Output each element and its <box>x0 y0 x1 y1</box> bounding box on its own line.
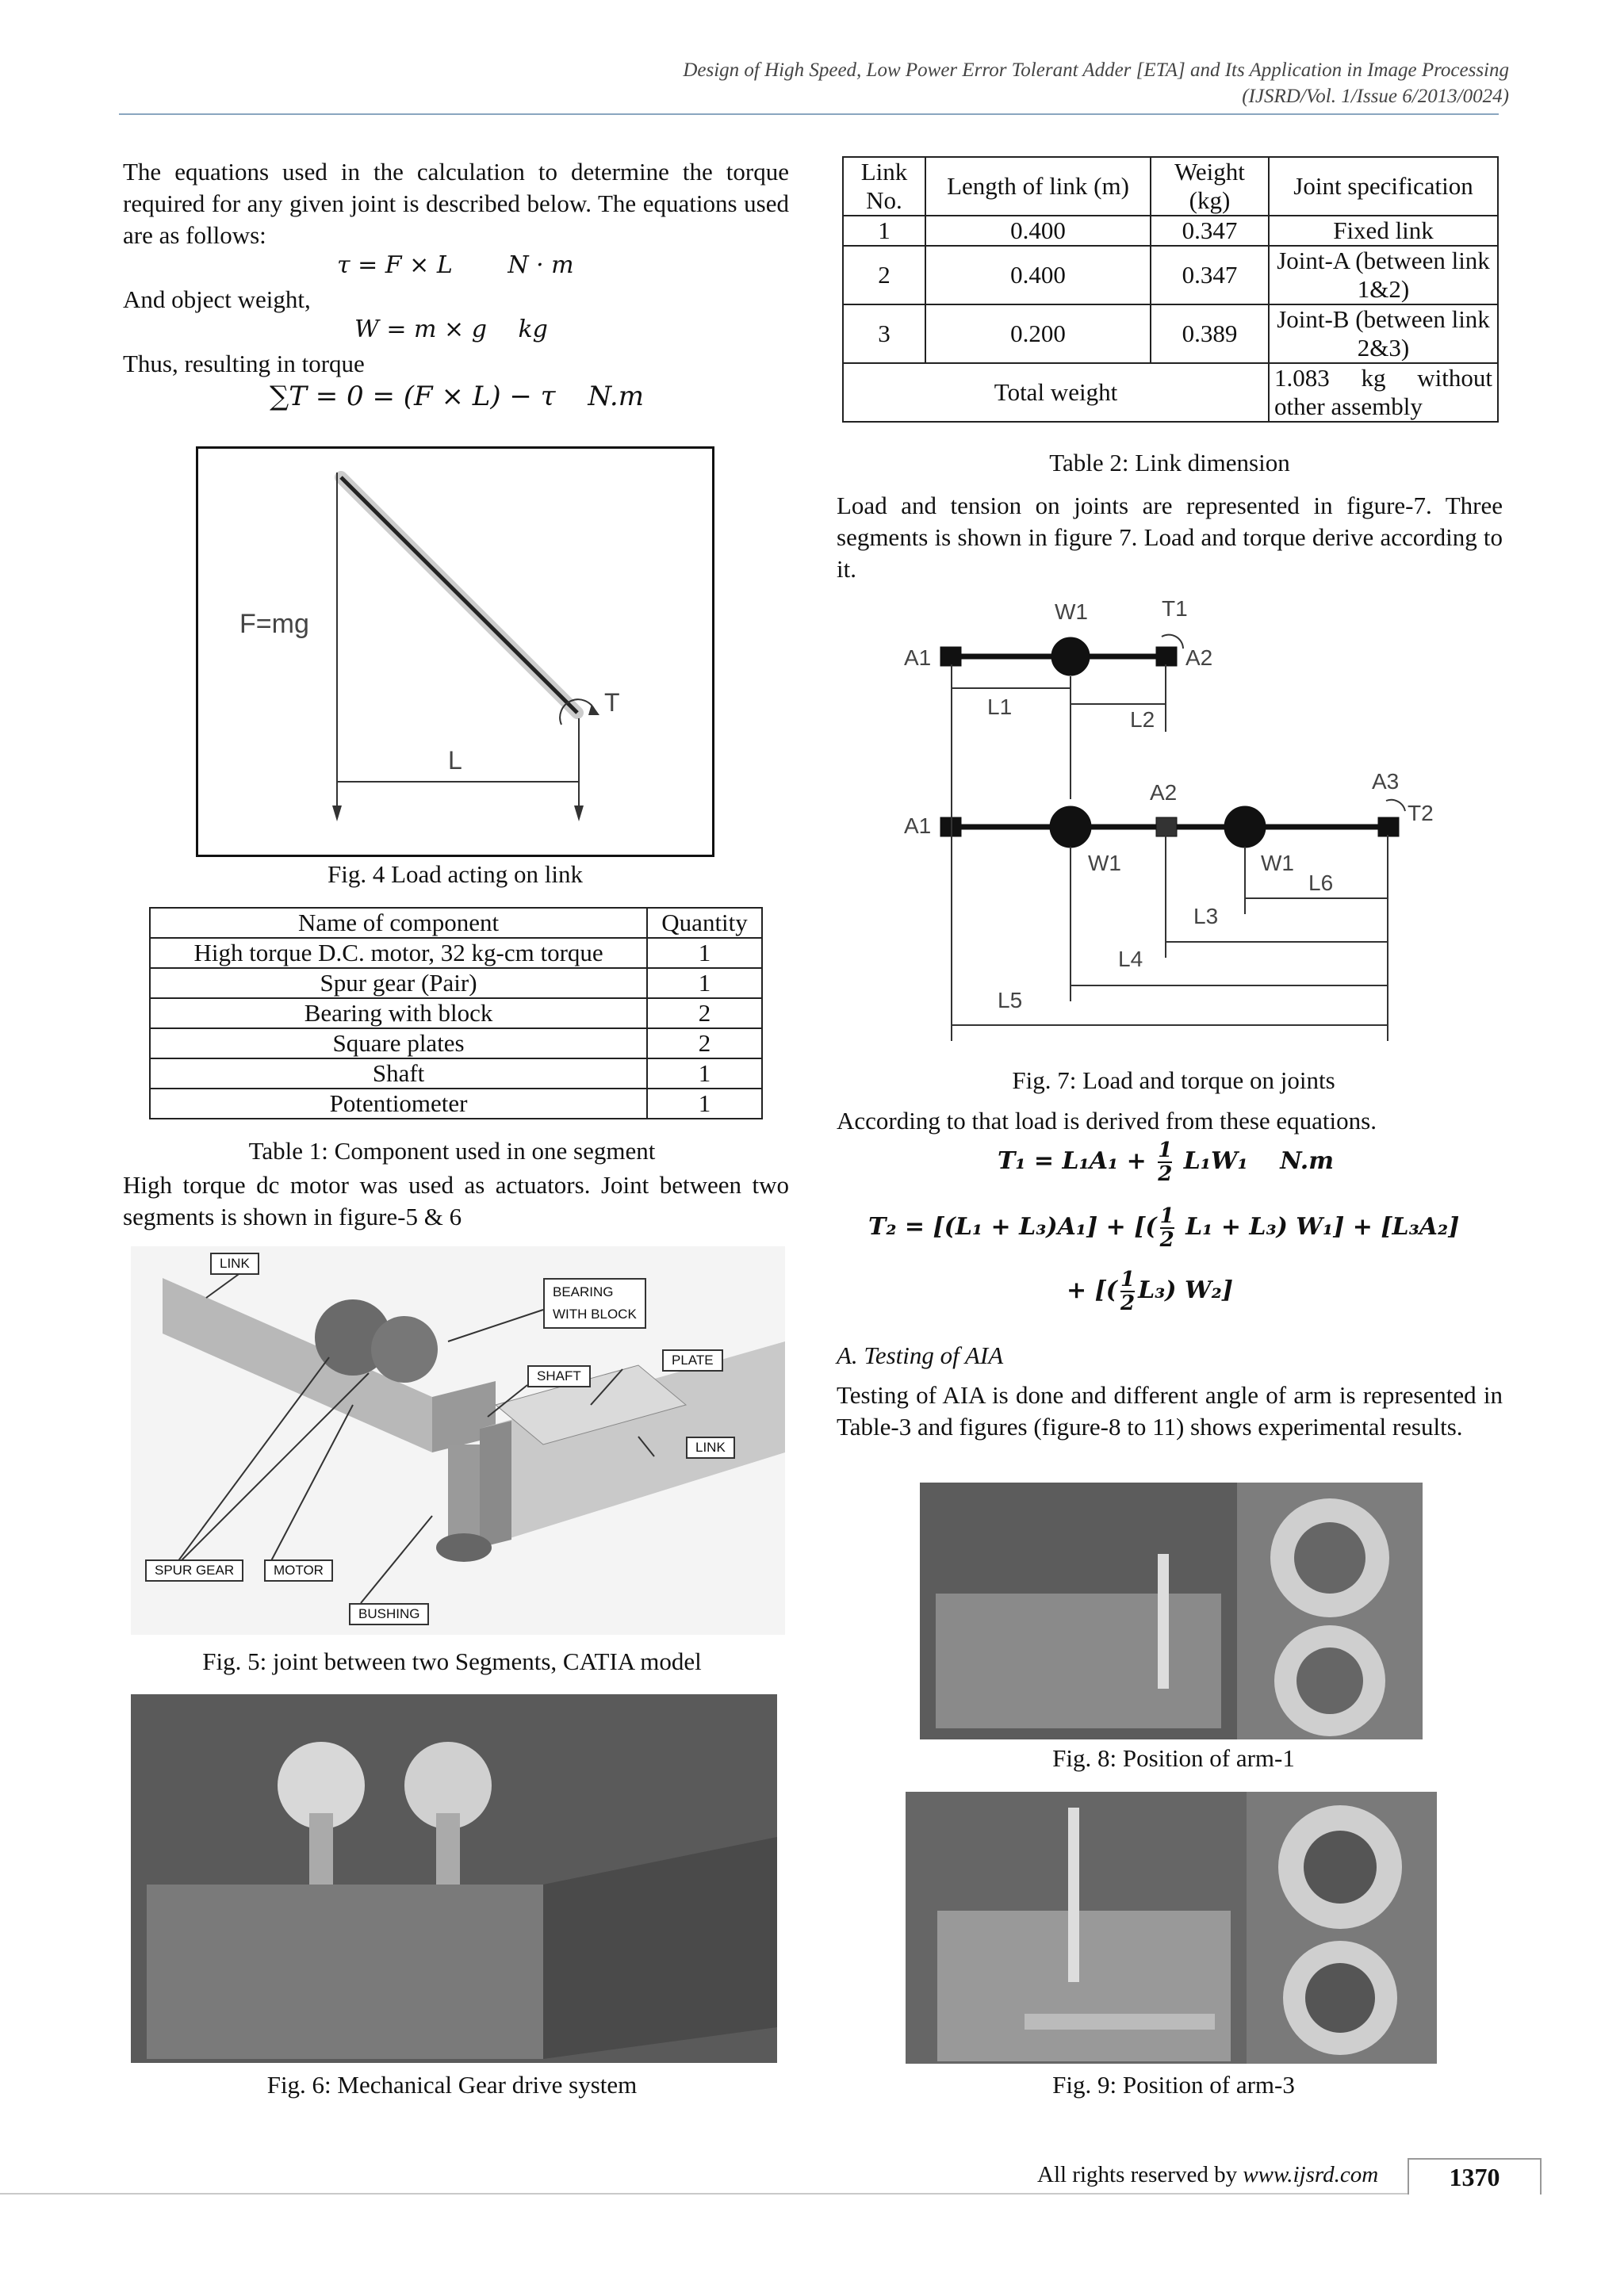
eq2-unit: kg <box>518 316 548 343</box>
table-cell: 2 <box>647 1028 762 1058</box>
fraction-half <box>1120 1269 1135 1314</box>
table-cell: Potentiometer <box>150 1089 647 1119</box>
table-row <box>150 1028 762 1058</box>
table-row <box>150 938 762 968</box>
weight-text: And object weight, <box>123 285 311 313</box>
eq1-text: τ = F × L <box>337 251 453 279</box>
eq3-text: ∑T = 0 = (F × L) − τ <box>270 381 556 412</box>
label-spur-gear: SPUR GEAR <box>145 1559 243 1582</box>
eq3-unit: N.m <box>588 381 644 412</box>
table-total-label: Total weight <box>843 363 1269 422</box>
table-cell: Fixed link <box>1269 216 1498 246</box>
actuator-paragraph: High torque dc motor was used as actuators. Joint between two segments is shown in figure-5 & 6 <box>123 1171 789 1230</box>
fig7-label-a1-second: A1 <box>904 813 932 838</box>
equation-weight <box>354 316 548 343</box>
fraction-half <box>1160 1205 1174 1251</box>
table-cell: 0.200 <box>925 304 1151 363</box>
fig7-label-l5: L5 <box>998 988 1023 1012</box>
fig7-label-l4: L4 <box>1118 947 1143 971</box>
equation-t2-cont <box>1067 1269 1233 1314</box>
fig4-caption: Fig. 4 Load acting on link <box>327 860 584 888</box>
table-header-cell: Link No. <box>843 157 925 216</box>
table-header-row <box>150 908 762 938</box>
load-paragraph: Load and tension on joints are represented in figure-7. Three segments is shown in figure 7. Load and torque derive according to it. <box>837 492 1503 583</box>
label-bearing-line1: BEARING <box>553 1284 614 1299</box>
eqT2-part-b: L₁ + L₃) W₁] + [L₃A₂] <box>1185 1213 1460 1241</box>
table-cell: Joint-A (between link 1&2) <box>1269 246 1498 304</box>
fig7-diagram <box>888 593 1459 1053</box>
footer-rights <box>1037 2162 1378 2188</box>
eq2-text: W = m × g <box>354 316 487 343</box>
table-components <box>149 907 763 1119</box>
fig7-caption: Fig. 7: Load and torque on joints <box>1012 1066 1335 1094</box>
label-shaft: SHAFT <box>527 1365 591 1387</box>
table-cell: Bearing with block <box>150 998 647 1028</box>
gear-photo-svg <box>131 1694 777 2063</box>
fig7-label-t1: T1 <box>1162 596 1188 621</box>
table-cell: 2 <box>843 246 925 304</box>
table-cell: 3 <box>843 304 925 363</box>
fig9-photo <box>906 1792 1437 2064</box>
header-issue: (IJSRD/Vol. 1/Issue 6/2013/0024) <box>1242 86 1509 107</box>
table-cell: 0.400 <box>925 216 1151 246</box>
equation-torque <box>337 251 574 279</box>
result-text: Thus, resulting in torque <box>123 350 365 377</box>
fig7-label-w1: W1 <box>1055 599 1088 624</box>
fig7-label-w1-third: W1 <box>1261 851 1294 875</box>
running-header <box>683 57 1509 109</box>
equation-t2: T₂ = [(L₁ + L₃)A₁] + [( $\frac{1}{2}$ L₁ + L₃) W₁] + [L₃A₂] <box>868 1204 1460 1252</box>
fig7-label-a2: A2 <box>1185 645 1213 670</box>
table1-caption: Table 1: Component used in one segment <box>248 1137 656 1165</box>
frac-den: 2 <box>1158 1162 1173 1186</box>
table-cell: Shaft <box>150 1058 647 1089</box>
frac-num: 1 <box>1159 1204 1174 1228</box>
eqT2-part-a: T₂ = [(L₁ + L₃)A₁] + <box>868 1213 1126 1241</box>
arm1-photo-svg <box>920 1483 1423 1739</box>
table-row <box>150 998 762 1028</box>
table-cell: 2 <box>647 998 762 1028</box>
label-bearing <box>543 1278 646 1329</box>
equation-t1 <box>998 1139 1334 1185</box>
header-title: Design of High Speed, Low Power Error Tolerant Adder [ETA] and Its Application in Image Processing <box>683 59 1509 81</box>
equations-intro: According to that load is derived from these equations. <box>837 1107 1377 1135</box>
testing-paragraph: Testing of AIA is done and different angle of arm is represented in Table-3 and figures (figure-8 to 11) shows experimental results. <box>837 1381 1503 1441</box>
fig5-caption: Fig. 5: joint between two Segments, CATIA model <box>202 1647 702 1675</box>
table-cell: 0.347 <box>1151 216 1269 246</box>
fig4-diagram <box>196 446 714 857</box>
fig7-label-a1: A1 <box>904 645 932 670</box>
frac-num: 1 <box>1120 1268 1136 1292</box>
table-cell: Spur gear (Pair) <box>150 968 647 998</box>
fig7-label-w1-second: W1 <box>1088 851 1121 875</box>
fig4-label-force: F=mg <box>239 609 309 639</box>
table-header-cell: Length of link (m) <box>925 157 1151 216</box>
fig9-caption: Fig. 9: Position of arm-3 <box>1052 2071 1295 2099</box>
table-cell: 1 <box>843 216 925 246</box>
table-cell: 1 <box>647 968 762 998</box>
load-link-svg <box>198 449 712 855</box>
fig7-label-l1: L1 <box>987 695 1013 719</box>
frac-den: 2 <box>1159 1228 1174 1252</box>
eqT1-left: T₁ = L₁A₁ + <box>998 1147 1147 1175</box>
label-motor: MOTOR <box>264 1559 333 1582</box>
table-row <box>150 1058 762 1089</box>
table-header-cell: Joint specification <box>1269 157 1498 216</box>
joints-svg <box>888 593 1459 1053</box>
fig7-label-t2: T2 <box>1408 801 1434 825</box>
eqT2-part-c: + [( <box>1067 1276 1117 1304</box>
label-link-2: LINK <box>686 1437 735 1459</box>
table-header-cell: Quantity <box>647 908 762 938</box>
label-link-1: LINK <box>210 1253 259 1275</box>
table-total-row <box>843 363 1498 422</box>
table-row <box>843 246 1498 304</box>
label-bushing: BUSHING <box>349 1603 429 1625</box>
table-cell: 1 <box>647 1089 762 1119</box>
table-cell: Square plates <box>150 1028 647 1058</box>
fig6-photo <box>131 1694 777 2063</box>
fig8-photo <box>920 1483 1423 1739</box>
table2-caption: Table 2: Link dimension <box>1049 449 1290 476</box>
label-plate: PLATE <box>662 1349 723 1372</box>
eqT1-unit: N.m <box>1280 1147 1334 1175</box>
fig7-label-l2: L2 <box>1130 707 1155 732</box>
equation-sum <box>270 381 644 412</box>
fig8-caption: Fig. 8: Position of arm-1 <box>1052 1744 1295 1772</box>
table-header-cell: Name of component <box>150 908 647 938</box>
table-header-row <box>843 157 1498 216</box>
fig7-label-l6: L6 <box>1308 871 1334 895</box>
table-cell: 0.347 <box>1151 246 1269 304</box>
fig7-label-a2-second: A2 <box>1150 780 1178 805</box>
label-bearing-line2: WITH BLOCK <box>553 1307 637 1322</box>
fig7-label-l3: L3 <box>1193 904 1219 928</box>
footer-rule <box>0 2193 1408 2195</box>
table-row <box>150 968 762 998</box>
table-cell: 1 <box>647 938 762 968</box>
eqT2-part-d: L₃) W₂] <box>1138 1276 1233 1304</box>
table-cell: High torque D.C. motor, 32 kg-cm torque <box>150 938 647 968</box>
table-link-dimension <box>842 156 1499 423</box>
footer-site-link[interactable]: www.ijsrd.com <box>1243 2162 1379 2187</box>
fig6-caption: Fig. 6: Mechanical Gear drive system <box>266 2071 638 2099</box>
arm3-photo-svg <box>906 1792 1437 2064</box>
table-row <box>843 304 1498 363</box>
table-header-cell: Weight (kg) <box>1151 157 1269 216</box>
page-number: 1370 <box>1408 2158 1542 2195</box>
header-rule <box>119 113 1499 115</box>
table-cell: Joint-B (between link 2&3) <box>1269 304 1498 363</box>
eqT1-right: L₁W₁ <box>1183 1147 1248 1175</box>
fraction-half <box>1158 1139 1172 1185</box>
table-row <box>843 216 1498 246</box>
intro-paragraph: The equations used in the calculation to determine the torque required for any given joint is described below. The equations used are as follows: <box>123 158 789 249</box>
table-cell: 0.389 <box>1151 304 1269 363</box>
fig5-catia-model <box>131 1246 785 1635</box>
table-cell: 1 <box>647 1058 762 1089</box>
frac-den: 2 <box>1120 1292 1136 1315</box>
section-heading-testing: A. Testing of AIA <box>837 1341 1004 1369</box>
eq1-unit: N · m <box>508 251 574 279</box>
fig4-label-torque: T <box>604 688 620 717</box>
table-row <box>150 1089 762 1119</box>
fig4-label-length: L <box>448 746 462 775</box>
frac-num: 1 <box>1158 1138 1173 1162</box>
footer-rights-text: All rights reserved by <box>1037 2162 1238 2187</box>
fig7-label-a3: A3 <box>1372 769 1400 794</box>
table-cell: 0.400 <box>925 246 1151 304</box>
table-total-value: 1.083 kg without other assembly <box>1269 363 1498 422</box>
